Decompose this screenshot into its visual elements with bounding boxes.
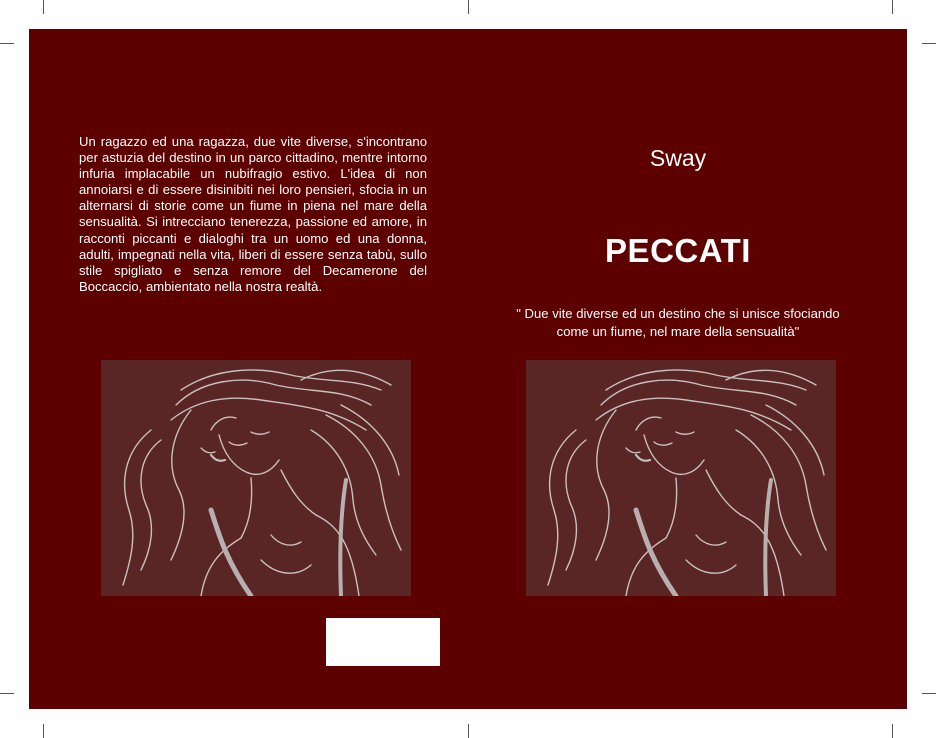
barcode-area (326, 618, 440, 666)
crop-mark (0, 693, 14, 694)
back-cover-illustration (101, 360, 411, 596)
crop-mark (43, 724, 44, 738)
crop-mark (892, 724, 893, 738)
front-cover-illustration (526, 360, 836, 596)
crop-mark (468, 0, 469, 14)
book-tagline: " Due vite diverse ed un destino che si unisce sfociando come un fiume, nel mare della sensualità" (516, 306, 840, 339)
crop-mark (43, 0, 44, 14)
crop-mark (892, 0, 893, 14)
crop-mark (922, 693, 936, 694)
back-cover-blurb: Un ragazzo ed una ragazza, due vite diverse, s'incontrano per astuzia del destino in un parco cittadino, mentre intorno infuria implacabile un nubifragio estivo. L'idea di non annoiarsi e di essere disinibiti nei loro pensieri, sfocia in un alternarsi di storie come un fiume in piena nel mare della sensualità. Si intrecciano tenerezza, passione ed amore, in racconti piccanti e dialoghi tra un uomo ed una donna, adulti, impegnati nella vita, liberi di essere senza tabù, sullo stile spigliato e senza remore del Decamerone del Boccaccio, ambientato nella nostra realtà. (79, 134, 427, 294)
book-title: PECCATI (605, 232, 751, 269)
crop-mark (468, 724, 469, 738)
author-name: Sway (649, 145, 707, 171)
crop-mark (0, 43, 14, 44)
crop-mark (922, 43, 936, 44)
